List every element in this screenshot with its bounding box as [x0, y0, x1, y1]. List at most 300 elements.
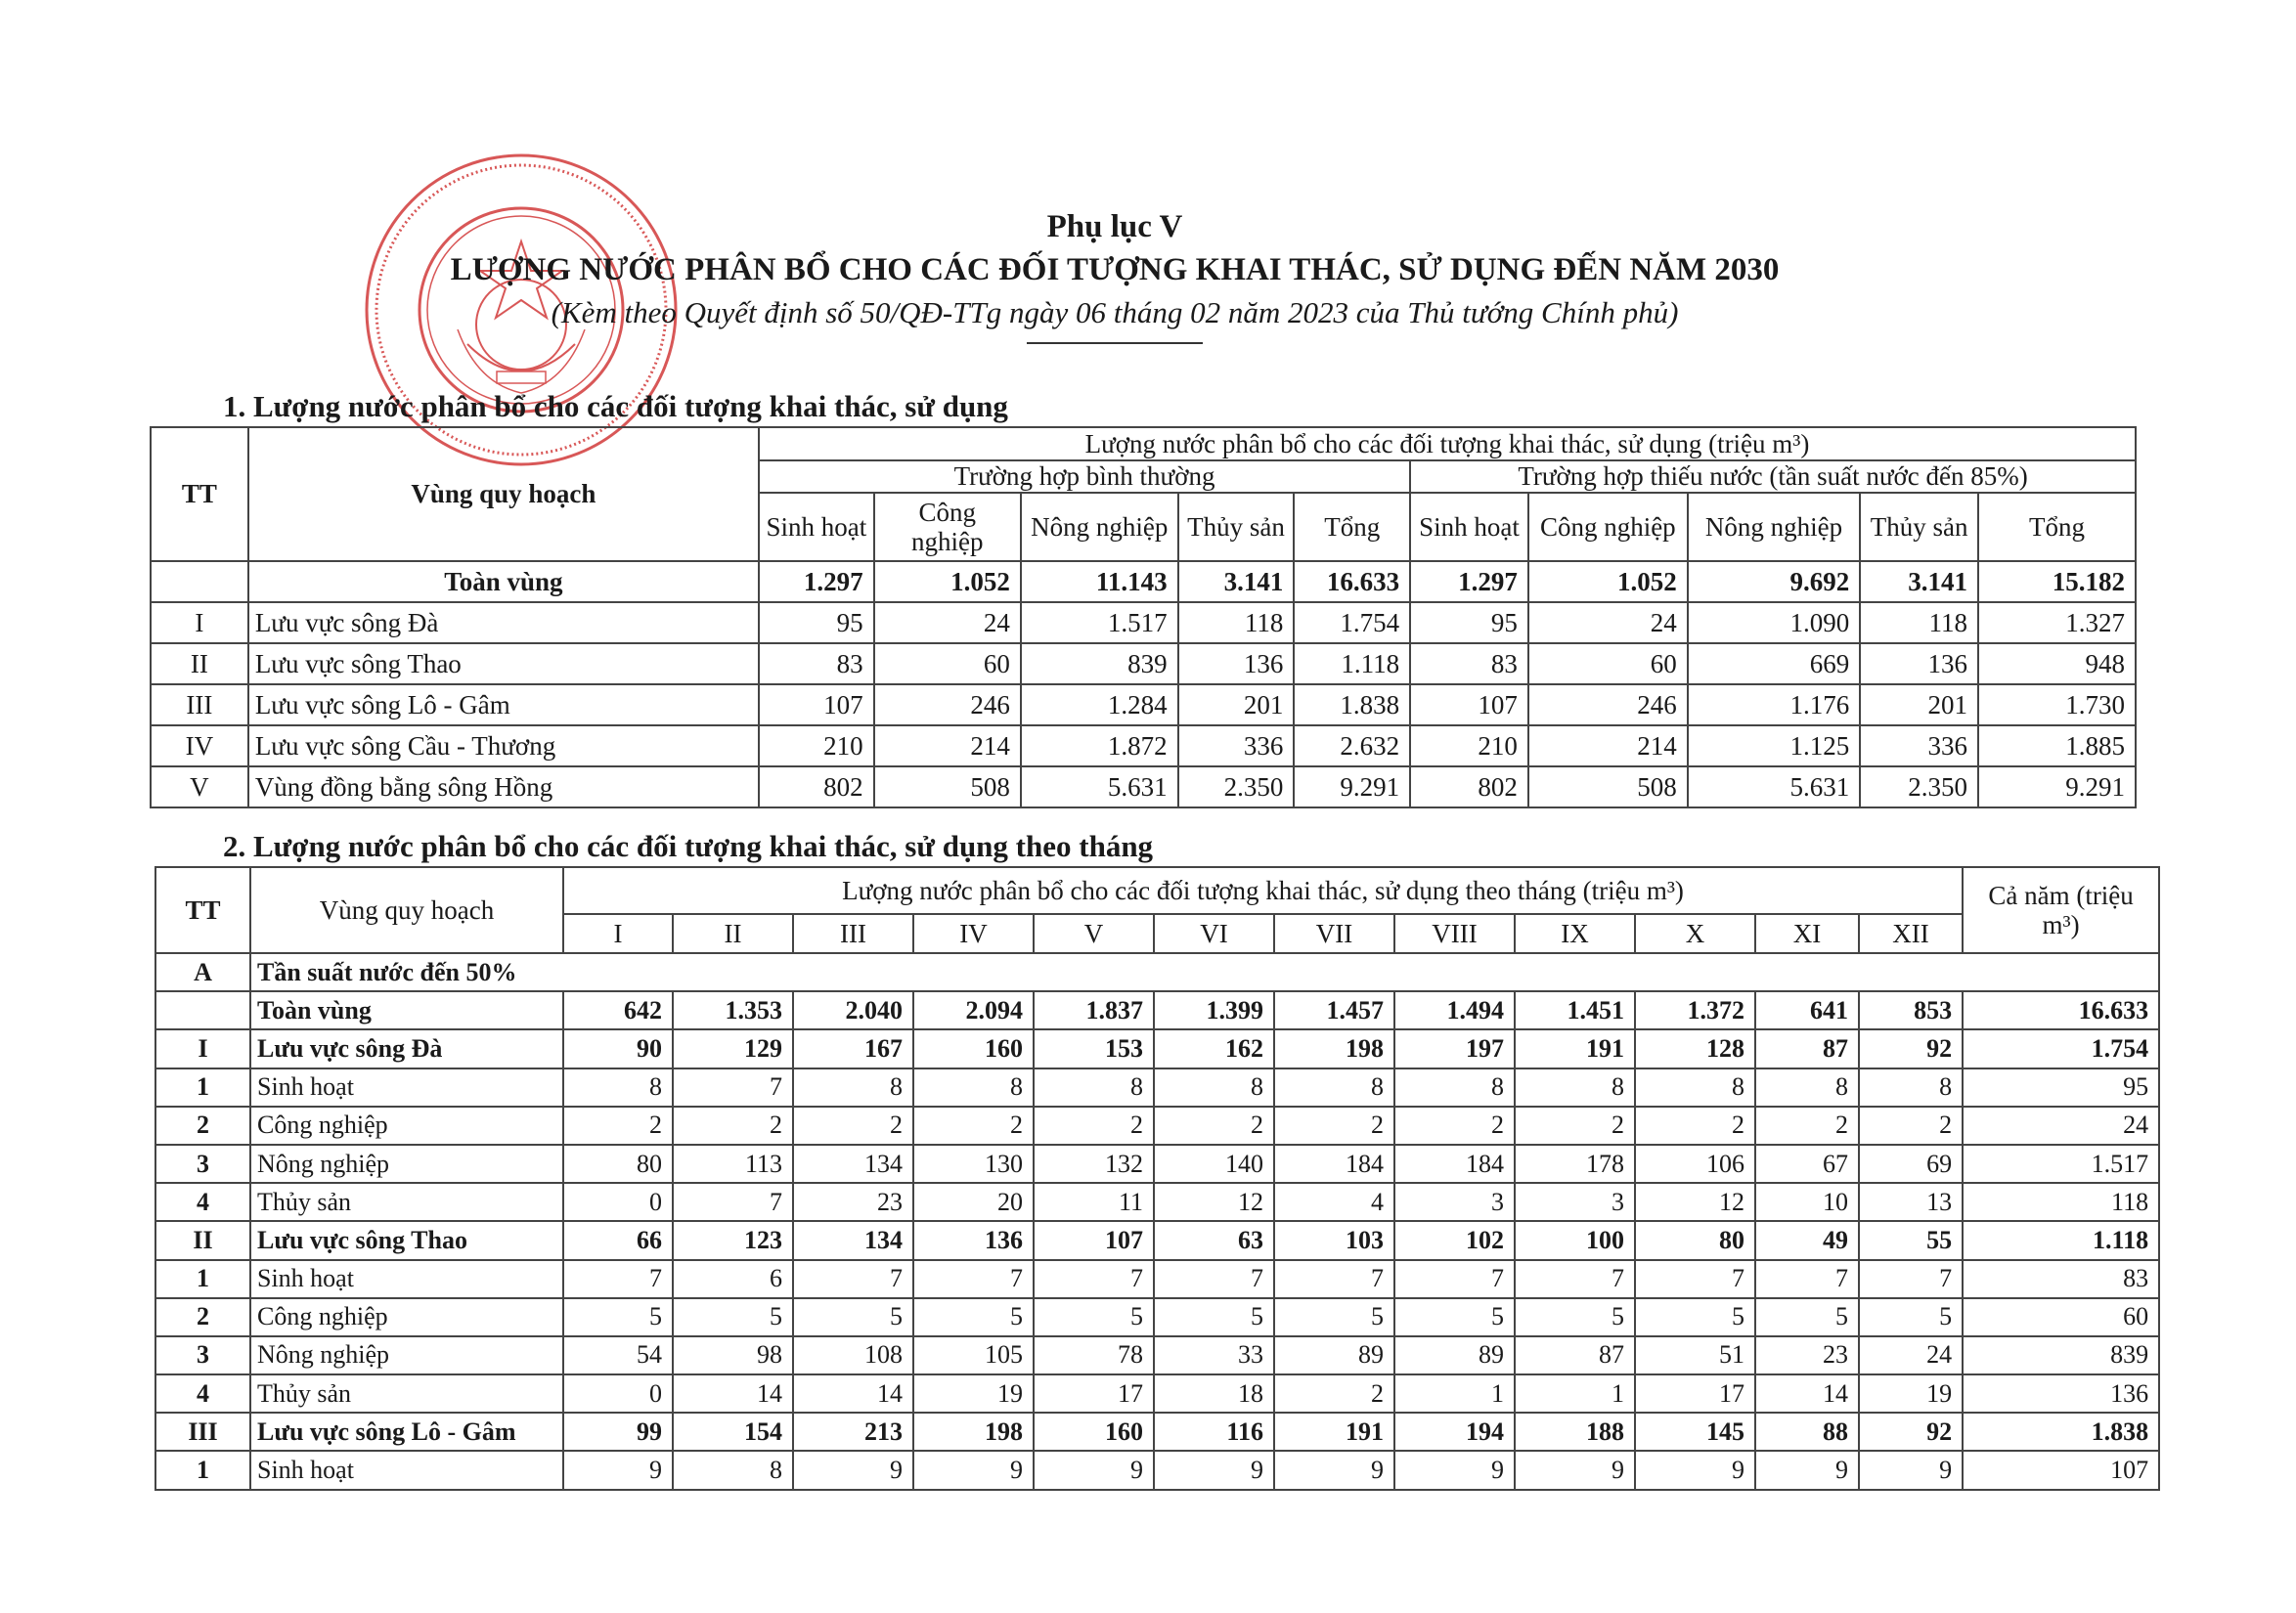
year-total: 136 — [1963, 1374, 2159, 1413]
cell-value: 1.372 — [1635, 991, 1755, 1029]
cell-value: 105 — [913, 1336, 1034, 1374]
cell-value: 948 — [1978, 643, 2136, 684]
cell-value: 95 — [759, 602, 874, 643]
cell-value: 5 — [1394, 1298, 1515, 1336]
cell-value: 1.457 — [1274, 991, 1394, 1029]
cell-value: 129 — [673, 1029, 793, 1068]
cell-value: 1.353 — [673, 991, 793, 1029]
table-row — [155, 1260, 2159, 1298]
cell-value: 7 — [673, 1068, 793, 1107]
cell-value: 154 — [673, 1413, 793, 1451]
cell-value: 54 — [563, 1336, 673, 1374]
cell-value: 8 — [1635, 1068, 1755, 1107]
cell-value: 107 — [1410, 684, 1528, 725]
cell-value: 9 — [793, 1451, 913, 1489]
row-tt: 1 — [155, 1068, 250, 1107]
cell-value: 9 — [1635, 1451, 1755, 1489]
cell-value: 1.837 — [1034, 991, 1154, 1029]
cell-value: 2.350 — [1860, 766, 1978, 807]
cell-value: 132 — [1034, 1145, 1154, 1183]
cell-value: 210 — [1410, 725, 1528, 766]
cell-value: 8 — [1034, 1068, 1154, 1107]
cell-value: 1.284 — [1021, 684, 1178, 725]
row-tt: III — [151, 684, 248, 725]
row-tt: 4 — [155, 1183, 250, 1221]
document-title: LƯỢNG NƯỚC PHÂN BỔ CHO CÁC ĐỐI TƯỢNG KHAI THÁC, SỬ DỤNG ĐẾN NĂM 2030 — [450, 252, 1780, 287]
cell-value: 3 — [1515, 1183, 1635, 1221]
cell-value: 5 — [1515, 1298, 1635, 1336]
cell-value: 1.517 — [1021, 602, 1178, 643]
row-region: Toàn vùng — [250, 991, 563, 1029]
cell-value: 118 — [1178, 602, 1295, 643]
row-region: Sinh hoạt — [250, 1451, 563, 1489]
cell-value: 210 — [759, 725, 874, 766]
col-header-region: Vùng quy hoạch — [250, 867, 563, 953]
table-row — [151, 766, 2136, 807]
cell-value: 7 — [563, 1260, 673, 1298]
cell-value: 1.885 — [1978, 725, 2136, 766]
cell-value: 2 — [1034, 1107, 1154, 1145]
cell-value: 23 — [793, 1183, 913, 1221]
table-row — [155, 1068, 2159, 1107]
sub-col-header: Thủy sản — [1860, 493, 1978, 561]
cell-value: 2 — [1755, 1107, 1859, 1145]
cell-value: 5 — [793, 1298, 913, 1336]
cell-value: 1 — [1394, 1374, 1515, 1413]
row-region: Lưu vực sông Cầu - Thương — [248, 725, 759, 766]
row-region: Nông nghiệp — [250, 1336, 563, 1374]
row-tt: II — [155, 1221, 250, 1259]
cell-value: 7 — [1034, 1260, 1154, 1298]
row-tt — [155, 991, 250, 1029]
cell-value: 2 — [1154, 1107, 1274, 1145]
month-header: X — [1635, 914, 1755, 953]
row-region: Thủy sản — [250, 1183, 563, 1221]
cell-value: 2.040 — [793, 991, 913, 1029]
month-header: XI — [1755, 914, 1859, 953]
month-header: V — [1034, 914, 1154, 953]
cell-value: 0 — [563, 1374, 673, 1413]
cell-value: 145 — [1635, 1413, 1755, 1451]
header-divider — [1027, 342, 1203, 344]
col-header-tt: TT — [155, 867, 250, 953]
cell-value: 99 — [563, 1413, 673, 1451]
row-tt: 2 — [155, 1107, 250, 1145]
cell-value: 1.052 — [1528, 561, 1688, 602]
cell-value: 2.350 — [1178, 766, 1295, 807]
cell-value: 103 — [1274, 1221, 1394, 1259]
cell-value: 5 — [913, 1298, 1034, 1336]
table-row — [151, 684, 2136, 725]
cell-value: 2 — [1859, 1107, 1963, 1145]
cell-value: 19 — [913, 1374, 1034, 1413]
row-tt: A — [155, 953, 250, 991]
cell-value: 8 — [1515, 1068, 1635, 1107]
sub-col-header: Công nghiệp — [1528, 493, 1688, 561]
row-region: Lưu vực sông Thao — [250, 1221, 563, 1259]
cell-value: 9 — [1274, 1451, 1394, 1489]
cell-value: 2 — [1274, 1374, 1394, 1413]
cell-value: 9 — [1154, 1451, 1274, 1489]
cell-value: 1.494 — [1394, 991, 1515, 1029]
shortage-case-header: Trường hợp thiếu nước (tần suất nước đến 85%) — [1410, 460, 2136, 493]
cell-value: 167 — [793, 1029, 913, 1068]
cell-value: 5 — [1154, 1298, 1274, 1336]
table-row — [155, 991, 2159, 1029]
col-header-region: Vùng quy hoạch — [248, 427, 759, 561]
cell-value: 194 — [1394, 1413, 1515, 1451]
cell-value: 83 — [1410, 643, 1528, 684]
month-header: VII — [1274, 914, 1394, 953]
cell-value: 8 — [793, 1068, 913, 1107]
table-row — [151, 725, 2136, 766]
sub-col-header: Thủy sản — [1178, 493, 1295, 561]
cell-value: 92 — [1859, 1413, 1963, 1451]
cell-value: 8 — [1154, 1068, 1274, 1107]
cell-value: 198 — [1274, 1029, 1394, 1068]
table-row — [155, 1029, 2159, 1068]
cell-value: 160 — [913, 1029, 1034, 1068]
cell-value: 9 — [1394, 1451, 1515, 1489]
cell-value: 49 — [1755, 1221, 1859, 1259]
cell-value: 3.141 — [1860, 561, 1978, 602]
row-region: Thủy sản — [250, 1374, 563, 1413]
cell-value: 7 — [913, 1260, 1034, 1298]
cell-value: 33 — [1154, 1336, 1274, 1374]
cell-value: 9 — [1515, 1451, 1635, 1489]
cell-value: 11 — [1034, 1183, 1154, 1221]
cell-value: 201 — [1178, 684, 1295, 725]
cell-value: 2 — [563, 1107, 673, 1145]
cell-value: 2 — [1635, 1107, 1755, 1145]
cell-value: 508 — [1528, 766, 1688, 807]
row-region: Nông nghiệp — [250, 1145, 563, 1183]
cell-value: 9 — [1755, 1451, 1859, 1489]
cell-value: 7 — [1394, 1260, 1515, 1298]
cell-value: 8 — [1755, 1068, 1859, 1107]
cell-value: 106 — [1635, 1145, 1755, 1183]
cell-value: 2 — [913, 1107, 1034, 1145]
monthly-allocation-table — [155, 866, 2160, 1491]
cell-value: 214 — [874, 725, 1021, 766]
cell-value: 1.754 — [1294, 602, 1410, 643]
cell-value: 508 — [874, 766, 1021, 807]
row-region: Sinh hoạt — [250, 1260, 563, 1298]
cell-value: 66 — [563, 1221, 673, 1259]
sub-col-header: Sinh hoạt — [759, 493, 874, 561]
cell-value: 7 — [673, 1183, 793, 1221]
cell-value: 128 — [1635, 1029, 1755, 1068]
cell-value: 87 — [1755, 1029, 1859, 1068]
section1-title: 1. Lượng nước phân bổ cho các đối tượng khai thác, sử dụng — [223, 389, 1008, 423]
cell-value: 1.838 — [1294, 684, 1410, 725]
cell-value: 162 — [1154, 1029, 1274, 1068]
cell-value: 336 — [1860, 725, 1978, 766]
year-total: 839 — [1963, 1336, 2159, 1374]
cell-value: 7 — [1635, 1260, 1755, 1298]
table-row — [155, 1107, 2159, 1145]
sub-col-header: Sinh hoạt — [1410, 493, 1528, 561]
month-header: VI — [1154, 914, 1274, 953]
month-header: III — [793, 914, 913, 953]
row-region: Lưu vực sông Thao — [248, 643, 759, 684]
cell-value: 118 — [1860, 602, 1978, 643]
month-header: IX — [1515, 914, 1635, 953]
cell-value: 0 — [563, 1183, 673, 1221]
row-tt: 1 — [155, 1451, 250, 1489]
group-header: Lượng nước phân bổ cho các đối tượng khai thác, sử dụng (triệu m³) — [759, 427, 2136, 460]
cell-value: 7 — [1515, 1260, 1635, 1298]
document-header — [372, 205, 1858, 344]
cell-value: 80 — [1635, 1221, 1755, 1259]
table-row — [155, 1451, 2159, 1489]
row-region: Sinh hoạt — [250, 1068, 563, 1107]
cell-value: 1.125 — [1688, 725, 1861, 766]
cell-value: 213 — [793, 1413, 913, 1451]
year-total: 1.754 — [1963, 1029, 2159, 1068]
row-tt: 3 — [155, 1145, 250, 1183]
appendix-label: Phụ lục V — [1046, 209, 1183, 244]
row-region: Công nghiệp — [250, 1107, 563, 1145]
row-region: Vùng đồng bằng sông Hồng — [248, 766, 759, 807]
sub-col-header: Tổng — [1978, 493, 2136, 561]
cell-value: 107 — [1034, 1221, 1154, 1259]
row-tt: 1 — [155, 1260, 250, 1298]
cell-value: 2 — [793, 1107, 913, 1145]
cell-value: 802 — [1410, 766, 1528, 807]
cell-value: 2.632 — [1294, 725, 1410, 766]
cell-value: 19 — [1859, 1374, 1963, 1413]
row-tt: 2 — [155, 1298, 250, 1336]
cell-value: 1.451 — [1515, 991, 1635, 1029]
cell-value: 60 — [874, 643, 1021, 684]
cell-value: 98 — [673, 1336, 793, 1374]
cell-value: 60 — [1528, 643, 1688, 684]
cell-value: 1.399 — [1154, 991, 1274, 1029]
cell-value: 136 — [1178, 643, 1295, 684]
table-row — [155, 1221, 2159, 1259]
row-tt: 4 — [155, 1374, 250, 1413]
cell-value: 669 — [1688, 643, 1861, 684]
row-region: Lưu vực sông Đà — [250, 1029, 563, 1068]
cell-value: 95 — [1410, 602, 1528, 643]
cell-value: 246 — [1528, 684, 1688, 725]
row-region: Toàn vùng — [248, 561, 759, 602]
cell-value: 1 — [1515, 1374, 1635, 1413]
cell-value: 184 — [1394, 1145, 1515, 1183]
row-tt: V — [151, 766, 248, 807]
cell-value: 63 — [1154, 1221, 1274, 1259]
cell-value: 51 — [1635, 1336, 1755, 1374]
cell-value: 7 — [1154, 1260, 1274, 1298]
cell-value: 78 — [1034, 1336, 1154, 1374]
cell-value: 8 — [1274, 1068, 1394, 1107]
cell-value: 12 — [1635, 1183, 1755, 1221]
year-total: 24 — [1963, 1107, 2159, 1145]
cell-value: 92 — [1859, 1029, 1963, 1068]
cell-value: 83 — [759, 643, 874, 684]
cell-value: 67 — [1755, 1145, 1859, 1183]
cell-value: 214 — [1528, 725, 1688, 766]
cell-value: 136 — [1860, 643, 1978, 684]
cell-value: 2 — [1274, 1107, 1394, 1145]
sub-col-header: Tổng — [1294, 493, 1410, 561]
cell-value: 2.094 — [913, 991, 1034, 1029]
cell-value: 17 — [1034, 1374, 1154, 1413]
cell-value: 130 — [913, 1145, 1034, 1183]
cell-value: 641 — [1755, 991, 1859, 1029]
row-tt: 3 — [155, 1336, 250, 1374]
cell-value: 100 — [1515, 1221, 1635, 1259]
cell-value: 1.297 — [1410, 561, 1528, 602]
cell-value: 140 — [1154, 1145, 1274, 1183]
cell-value: 134 — [793, 1145, 913, 1183]
cell-value: 1.118 — [1294, 643, 1410, 684]
cell-value: 87 — [1515, 1336, 1635, 1374]
cell-value: 9 — [913, 1451, 1034, 1489]
cell-value: 14 — [793, 1374, 913, 1413]
cell-value: 198 — [913, 1413, 1034, 1451]
year-total: 95 — [1963, 1068, 2159, 1107]
table-row — [155, 1145, 2159, 1183]
cell-value: 116 — [1154, 1413, 1274, 1451]
cell-value: 102 — [1394, 1221, 1515, 1259]
sub-col-header: Nông nghiệp — [1021, 493, 1178, 561]
cell-value: 5.631 — [1688, 766, 1861, 807]
table-row — [155, 1336, 2159, 1374]
cell-value: 108 — [793, 1336, 913, 1374]
cell-value: 5 — [1859, 1298, 1963, 1336]
cell-value: 9 — [1034, 1451, 1154, 1489]
cell-value: 5 — [1755, 1298, 1859, 1336]
section2-title: 2. Lượng nước phân bổ cho các đối tượng khai thác, sử dụng theo tháng — [223, 829, 1154, 863]
cell-value: 8 — [563, 1068, 673, 1107]
cell-value: 9.291 — [1978, 766, 2136, 807]
cell-value: 1.052 — [874, 561, 1021, 602]
cell-value: 9.291 — [1294, 766, 1410, 807]
cell-value: 2 — [1394, 1107, 1515, 1145]
month-header: II — [673, 914, 793, 953]
cell-value: 16.633 — [1294, 561, 1410, 602]
cell-value: 853 — [1859, 991, 1963, 1029]
cell-value: 55 — [1859, 1221, 1963, 1259]
row-tt: I — [155, 1029, 250, 1068]
cell-value: 14 — [673, 1374, 793, 1413]
cell-value: 89 — [1394, 1336, 1515, 1374]
cell-value: 107 — [759, 684, 874, 725]
cell-value: 184 — [1274, 1145, 1394, 1183]
row-tt: IV — [151, 725, 248, 766]
cell-value: 9.692 — [1688, 561, 1861, 602]
cell-value: 15.182 — [1978, 561, 2136, 602]
cell-value: 5 — [1034, 1298, 1154, 1336]
cell-value: 89 — [1274, 1336, 1394, 1374]
cell-value: 8 — [913, 1068, 1034, 1107]
cell-value: 5 — [563, 1298, 673, 1336]
total-row — [151, 561, 2136, 602]
cell-value: 11.143 — [1021, 561, 1178, 602]
document-subtitle: (Kèm theo Quyết định số 50/QĐ-TTg ngày 06 tháng 02 năm 2023 của Thủ tướng Chính phủ) — [551, 295, 1679, 329]
cell-value: 153 — [1034, 1029, 1154, 1068]
month-header: XII — [1859, 914, 1963, 953]
cell-value: 136 — [913, 1221, 1034, 1259]
cell-value: 13 — [1859, 1183, 1963, 1221]
row-tt: III — [155, 1413, 250, 1451]
cell-value: 336 — [1178, 725, 1295, 766]
cell-value: 88 — [1755, 1413, 1859, 1451]
col-header-tt: TT — [151, 427, 248, 561]
year-total: 16.633 — [1963, 991, 2159, 1029]
cell-value: 24 — [1859, 1336, 1963, 1374]
cell-value: 1.872 — [1021, 725, 1178, 766]
cell-value: 7 — [1274, 1260, 1394, 1298]
cell-value: 18 — [1154, 1374, 1274, 1413]
cell-value: 24 — [874, 602, 1021, 643]
table-row — [155, 1413, 2159, 1451]
row-tt: II — [151, 643, 248, 684]
section-row — [155, 953, 2159, 991]
cell-value: 8 — [673, 1451, 793, 1489]
cell-value: 1.090 — [1688, 602, 1861, 643]
cell-value: 1.297 — [759, 561, 874, 602]
cell-value: 20 — [913, 1183, 1034, 1221]
cell-value: 201 — [1860, 684, 1978, 725]
row-region: Tần suất nước đến 50% — [250, 953, 2159, 991]
row-region: Lưu vực sông Lô - Gâm — [248, 684, 759, 725]
table-row — [155, 1374, 2159, 1413]
year-total: 1.517 — [1963, 1145, 2159, 1183]
cell-value: 191 — [1274, 1413, 1394, 1451]
cell-value: 4 — [1274, 1183, 1394, 1221]
cell-value: 8 — [1859, 1068, 1963, 1107]
cell-value: 113 — [673, 1145, 793, 1183]
cell-value: 8 — [1394, 1068, 1515, 1107]
cell-value: 3.141 — [1178, 561, 1295, 602]
year-total: 83 — [1963, 1260, 2159, 1298]
cell-value: 80 — [563, 1145, 673, 1183]
row-region: Lưu vực sông Đà — [248, 602, 759, 643]
cell-value: 839 — [1021, 643, 1178, 684]
cell-value: 188 — [1515, 1413, 1635, 1451]
cell-value: 123 — [673, 1221, 793, 1259]
cell-value: 2 — [1515, 1107, 1635, 1145]
cell-value: 178 — [1515, 1145, 1635, 1183]
cell-value: 7 — [1859, 1260, 1963, 1298]
row-tt: I — [151, 602, 248, 643]
cell-value: 69 — [1859, 1145, 1963, 1183]
normal-case-header: Trường hợp bình thường — [759, 460, 1410, 493]
table-row — [155, 1298, 2159, 1336]
cell-value: 7 — [793, 1260, 913, 1298]
row-tt — [151, 561, 248, 602]
cell-value: 24 — [1528, 602, 1688, 643]
cell-value: 191 — [1515, 1029, 1635, 1068]
cell-value: 802 — [759, 766, 874, 807]
year-total: 118 — [1963, 1183, 2159, 1221]
cell-value: 9 — [1859, 1451, 1963, 1489]
cell-value: 14 — [1755, 1374, 1859, 1413]
cell-value: 246 — [874, 684, 1021, 725]
allocation-table — [150, 426, 2137, 808]
cell-value: 12 — [1154, 1183, 1274, 1221]
cell-value: 90 — [563, 1029, 673, 1068]
year-total: 1.118 — [1963, 1221, 2159, 1259]
cell-value: 2 — [673, 1107, 793, 1145]
row-region: Lưu vực sông Lô - Gâm — [250, 1413, 563, 1451]
cell-value: 5 — [1274, 1298, 1394, 1336]
sub-col-header: Nông nghiệp — [1688, 493, 1861, 561]
monthly-group-header: Lượng nước phân bổ cho các đối tượng khai thác, sử dụng theo tháng (triệu m³) — [563, 867, 1963, 914]
